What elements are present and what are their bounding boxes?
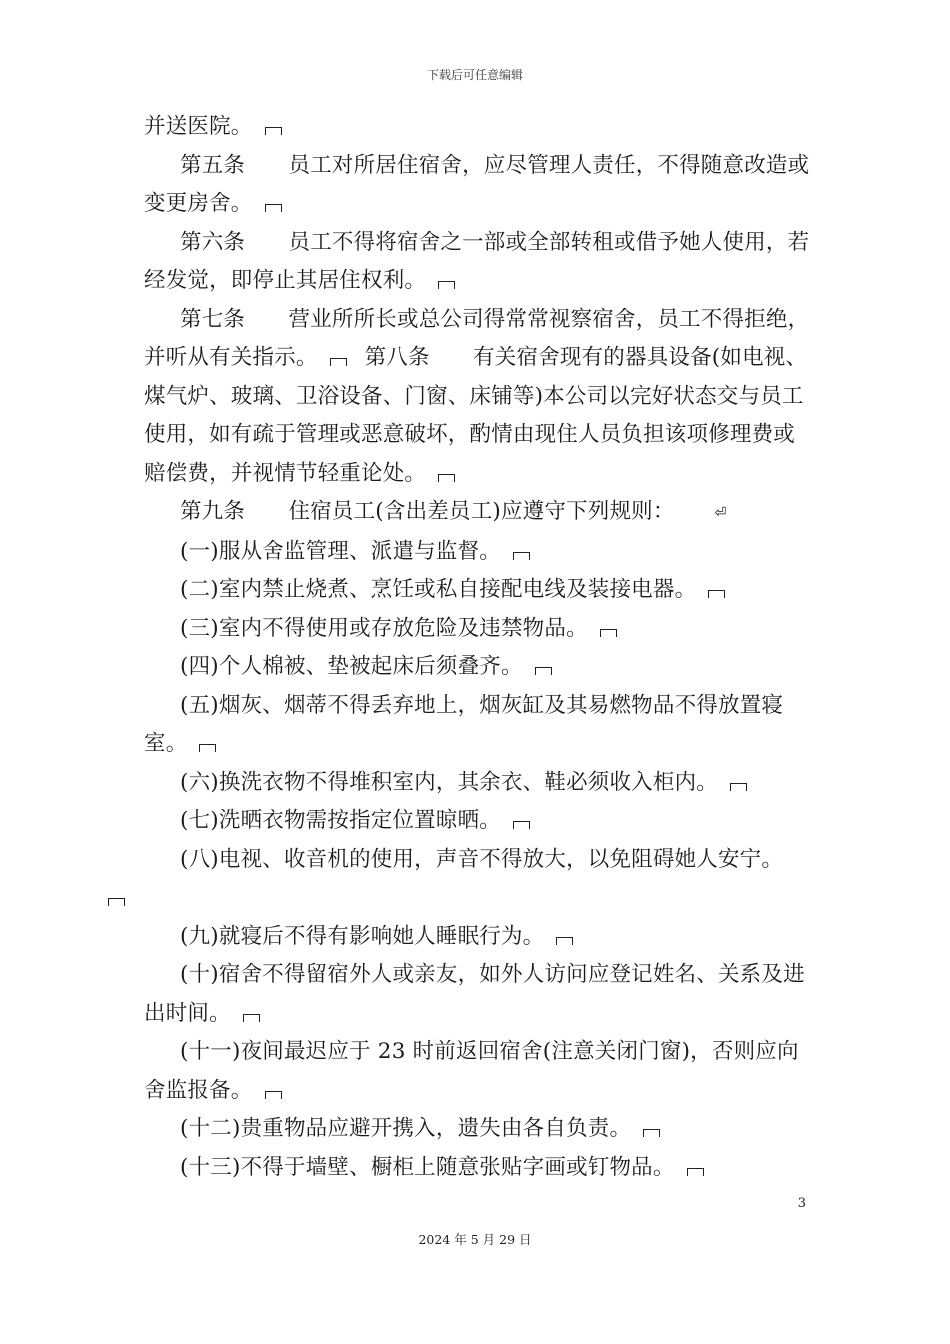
rule-item: [144, 1149, 812, 1188]
paragraph-text: 第七条 营业所所长或总公司得常常视察宿舍，员工不得拒绝，并听从有关指示。: [144, 306, 810, 370]
paragraph-text: 第九条 住宿员工(含出差员工)应遵守下列规则：: [180, 499, 675, 524]
rule-item: [144, 956, 812, 1033]
rule-text: (十一)夜间最迟应于 23 时前返回宿舍(注意关闭门窗)，否则应向舍监报备。: [144, 1039, 799, 1103]
rule-item: [144, 687, 812, 764]
rule-text: (二)室内禁止烧煮、烹饪或私自接配电线及装接电器。: [180, 577, 697, 602]
rule-item: [144, 610, 812, 649]
rule-item: [144, 918, 812, 957]
rule-text: (三)室内不得使用或存放危险及违禁物品。: [180, 615, 588, 641]
paragraph-text: 并送医院。: [144, 114, 253, 139]
paragraph-mark-icon: [265, 204, 282, 212]
paragraph-mark-icon: [687, 1168, 704, 1176]
paragraph-mark-icon: [708, 590, 725, 598]
rule-text: (十三)不得于墙壁、橱柜上随意张贴字画或钉物品。: [180, 1154, 675, 1180]
paragraph: [144, 301, 812, 494]
paragraph-mark-icon: [330, 358, 347, 366]
paragraph-mark-icon: [199, 744, 216, 752]
rule-text: (八)电视、收音机的使用，声音不得放大，以免阻碍她人安宁。: [180, 846, 784, 872]
paragraph: [144, 147, 812, 224]
paragraph-mark-icon: [513, 821, 530, 829]
paragraph: [144, 108, 812, 147]
rule-item: [144, 533, 812, 572]
rule-item: [144, 802, 812, 841]
paragraph-mark-icon: [556, 937, 573, 945]
rule-text: (十)宿舍不得留宿外人或亲友，如外人访问应登记姓名、关系及进出时间。: [144, 962, 805, 1026]
paragraph-mark-icon: ⏎: [714, 505, 727, 521]
paragraph-text: 第六条 员工不得将宿舍之一部或全部转租或借予她人使用，若经发觉，即停止其居住权利。: [144, 229, 810, 293]
paragraph-mark-icon: [600, 629, 617, 637]
rule-text: (七)洗晒衣物需按指定位置晾晒。: [180, 808, 501, 833]
rule-item: [144, 764, 812, 803]
rule-text: (五)烟灰、烟蒂不得丢弃地上，烟灰缸及其易燃物品不得放置寝室。: [144, 692, 784, 756]
paragraph-text: 第五条 员工对所居住宿舍，应尽管理人责任，不得随意改造或变更房舍。: [144, 152, 810, 216]
page-footer-date: 2024 年 5 月 29 日: [418, 1232, 532, 1247]
rule-item: [144, 571, 812, 610]
paragraph-mark-icon: [513, 552, 530, 560]
paragraph: [144, 224, 812, 301]
paragraph-mark-icon: [265, 1091, 282, 1099]
rule-text: (四)个人棉被、垫被起床后须叠齐。: [180, 654, 523, 679]
rule-item: [144, 1033, 812, 1110]
paragraph-mark-icon: [730, 783, 747, 791]
paragraph-mark-icon: [108, 898, 125, 906]
page-header: 下载后可任意编辑: [426, 68, 523, 82]
rule-text: (一)服从舍监管理、派遣与监督。: [180, 538, 501, 564]
rule-text: (九)就寝后不得有影响她人睡眠行为。: [180, 923, 545, 949]
document-body: [144, 108, 812, 1187]
paragraph-mark-icon: [535, 667, 552, 675]
rule-item: [144, 648, 812, 687]
paragraph-mark-icon: [438, 281, 455, 289]
paragraph-mark-icon: [265, 127, 282, 135]
rule-item: [144, 841, 812, 918]
paragraph-mark-icon: [243, 1014, 260, 1022]
paragraph-mark-icon: [643, 1129, 660, 1137]
paragraph: [144, 493, 812, 533]
paragraph-text: 第八条 有关宿舍现有的器具设备(如电视、煤气炉、玻璃、卫浴设备、门窗、床铺等)本公司以完好状态交与员工使用，如有疏于管理或恶意破坏，酌情由现住人员负担该项修理费或赔偿费，并视情节轻重论处。: [144, 345, 808, 486]
page-number: 3: [797, 1196, 806, 1211]
rule-text: (十二)贵重物品应避开携入，遗失由各自负责。: [180, 1116, 632, 1141]
rule-item: [144, 1110, 812, 1149]
rule-text: (六)换洗衣物不得堆积室内，其余衣、鞋必须收入柜内。: [180, 769, 718, 795]
paragraph-mark-icon: [438, 474, 455, 482]
